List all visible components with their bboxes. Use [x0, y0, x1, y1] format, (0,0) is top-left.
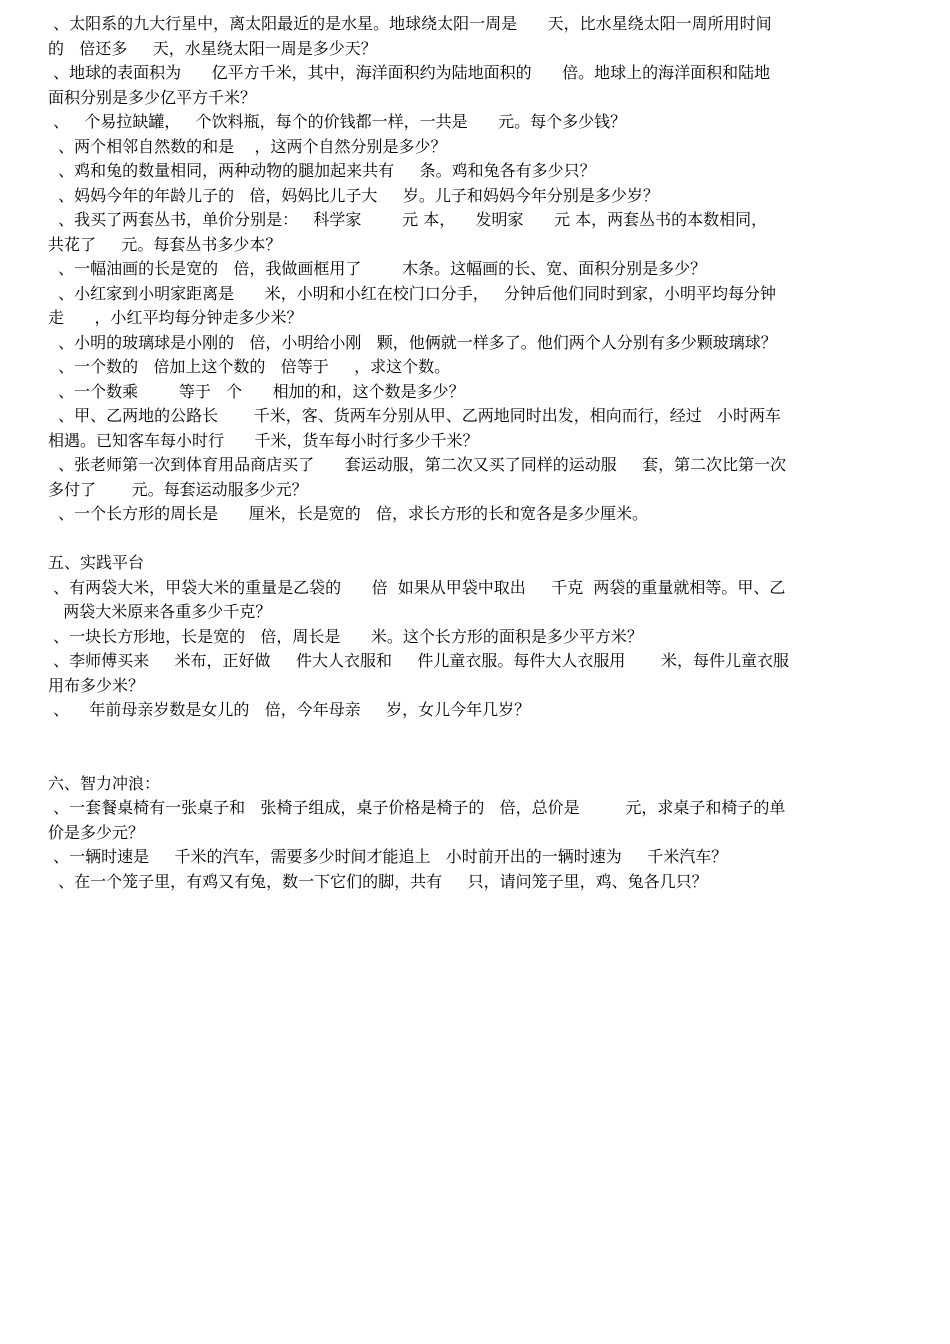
problem-text: 、我买了两套丛书，单价分别是： 科学家 元 本， 发明家 元 本，两套丛书的本数相同， [48, 210, 768, 229]
problem-text: 、一辆时速是 千米的汽车，需要多少时间才能追上 小时前开出的一辆时速为 千米汽车？ [48, 847, 728, 866]
problem-text: 、一块长方形地，长是宽的 倍，周长是 米。这个长方形的面积是多少平方米？ [48, 626, 643, 646]
section-4-problems [48, 12, 920, 527]
problem-text: 多付了 元。每套运动服多少元？ [48, 479, 308, 499]
problem-text: 、鸡和兔的数量相同，两种动物的腿加起来共有 条。鸡和兔各有多少只？ [48, 161, 596, 180]
problem-text: 价是多少元？ [48, 822, 145, 842]
problem-text: 的 倍还多 天，水星绕太阳一周是多少天？ [48, 38, 377, 58]
problem-text: 、 个易拉缺罐， 个饮料瓶，每个的价钱都一样，一共是 元。每个多少钱？ [48, 112, 627, 131]
section-5 [48, 551, 920, 723]
problem-text: 共花了 元。每套丛书多少本？ [48, 234, 282, 254]
section-heading: 五、实践平台 [48, 553, 145, 572]
problem-text: 走 ，小红平均每分钟走多少米？ [48, 308, 303, 327]
spacer [48, 527, 920, 552]
problem-text: 、张老师第一次到体育用品商店买了 套运动服，第二次又买了同样的运动服 套，第二次比第一次 [48, 455, 787, 474]
spacer [48, 747, 920, 772]
problem-text: 、太阳系的九大行星中，离太阳最近的是水星。地球绕太阳一周是 天，比水星绕太阳一周所用时间 [48, 14, 772, 33]
problem-text: 、妈妈今年的年龄儿子的 倍，妈妈比儿子大 岁。儿子和妈妈今年分别是多少岁？ [48, 185, 659, 205]
problem-text: 用布多少米？ [48, 675, 145, 695]
problem-text: 、甲、乙两地的公路长 千米，客、货两车分别从甲、乙两地同时出发，相向而行，经过 小时两车 [48, 406, 782, 425]
problem-text: 、两个相邻自然数的和是 ，这两个自然分别是多少？ [48, 136, 447, 156]
problem-text: 、小红家到小明家距离是 米，小明和小红在校门口分手， 分钟后他们同时到家，小明平均每分钟 [48, 283, 776, 303]
problem-text: 、一套餐桌椅有一张桌子和 张椅子组成，桌子价格是椅子的 倍，总价是 元，求桌子和椅子的单 [48, 798, 786, 817]
problem-text: 、小明的玻璃球是小刚的 倍，小明给小刚 颗，他俩就一样多了。他们两个人分别有多少颗玻璃球？ [48, 332, 777, 352]
problem-text: 、在一个笼子里，有鸡又有兔，数一下它们的脚，共有 只，请问笼子里，鸡、兔各几只？ [48, 871, 708, 891]
problem-text: 、一个数的 倍加上这个数的 倍等于 ，求这个数。 [48, 357, 451, 376]
problem-text: 、地球的表面积为 亿平方千米，其中，海洋面积约为陆地面积的 倍。地球上的海洋面积和陆地 [48, 63, 771, 82]
problem-text: 、一个长方形的周长是 厘米，长是宽的 倍，求长方形的长和宽各是多少厘米。 [48, 504, 648, 523]
worksheet-page [48, 12, 920, 894]
problem-text: 、李师傅买来 米布，正好做 件大人衣服和 件儿童衣服。每件大人衣服用 米，每件儿童衣服 [48, 651, 789, 670]
problem-text: 、有两袋大米，甲袋大米的重量是乙袋的 倍 如果从甲袋中取出 千克 两袋的重量就相等。甲、乙 [48, 577, 786, 597]
section-6 [48, 772, 920, 895]
problem-text: 、一幅油画的长是宽的 倍，我做画框用了 木条。这幅画的长、宽、面积分别是多少？ [48, 259, 707, 278]
section-heading: 六、智力冲浪： [48, 773, 161, 793]
problem-text: 面积分别是多少亿平方千米？ [48, 87, 257, 107]
problem-text: 、一个数乘 等于 个 相加的和，这个数是多少？ [48, 381, 465, 401]
problem-text: 相遇。已知客车每小时行 千米，货车每小时行多少千米？ [48, 430, 479, 450]
problem-text: 、 年前母亲岁数是女儿的 倍，今年母亲 岁，女儿今年几岁？ [48, 700, 531, 719]
spacer [48, 723, 920, 748]
problem-text: 两袋大米原来各重多少千克？ [48, 602, 272, 621]
